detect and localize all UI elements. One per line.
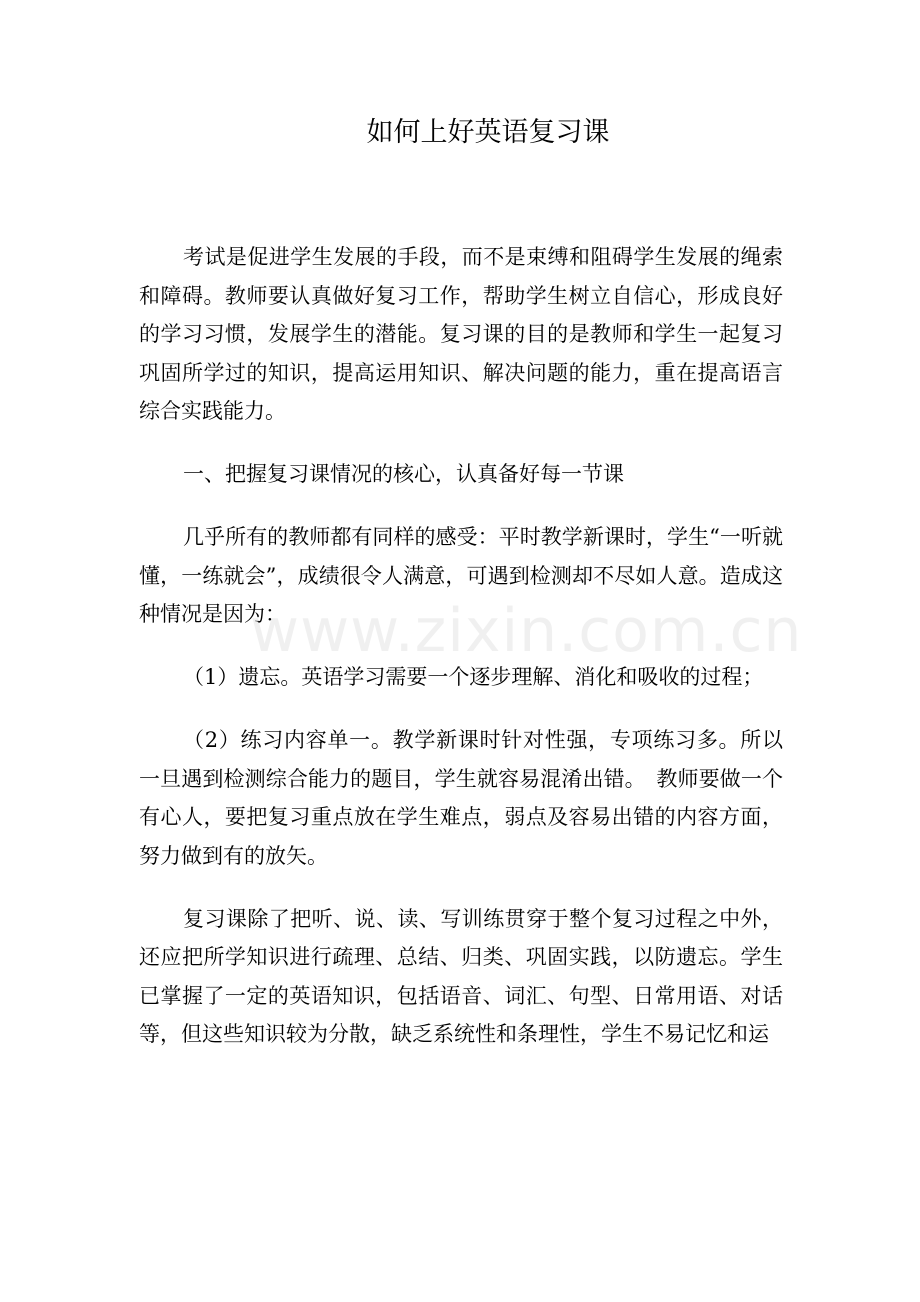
document-body xyxy=(139,238,803,1054)
body-paragraph: 复习课除了把听、说、读、写训练贯穿于整个复习过程之中外，还应把所学知识进行疏理、总结、归类、巩固实践，以防遗忘。学生已掌握了一定的英语知识，包括语音、词汇、句型、日常用语、对话等，但这些知识较为分散，缺乏系统性和条理性，学生不易记忆和运 xyxy=(139,906,783,1046)
watermark-text: www.zixin.com.cn xyxy=(250,596,803,666)
list-item-2: （2）练习内容单一。教学新课时针对性强，专项练习多。所以一旦遇到检测综合能力的题目，学生就容易混淆出错。 教师要做一个有心人，要把复习重点放在学生难点，弱点及容易出错的内容方面，努力做到有的放矢。 xyxy=(139,728,783,868)
document-title: 如何上好英语复习课 xyxy=(366,117,610,148)
section-heading-1: 一、把握复习课情况的核心，认真备好每一节课 xyxy=(183,462,624,486)
list-item-1: （1）遗忘。英语学习需要一个逐步理解、消化和吸收的过程； xyxy=(183,665,764,689)
intro-paragraph: 考试是促进学生发展的手段，而不是束缚和阻碍学生发展的绳索和障碍。教师要认真做好复习工作，帮助学生树立自信心，形成良好的学习习惯，发展学生的潜能。复习课的目的是教师和学生一起复习巩固所学过的知识，提高运用知识、解决问题的能力，重在提高语言综合实践能力。 xyxy=(139,245,783,423)
body-paragraph: 几乎所有的教师都有同样的感受：平时教学新课时，学生“一听就懂，一练就会”，成绩很令人满意，可遇到检测却不尽如人意。造成这种情况是因为： xyxy=(139,525,783,626)
